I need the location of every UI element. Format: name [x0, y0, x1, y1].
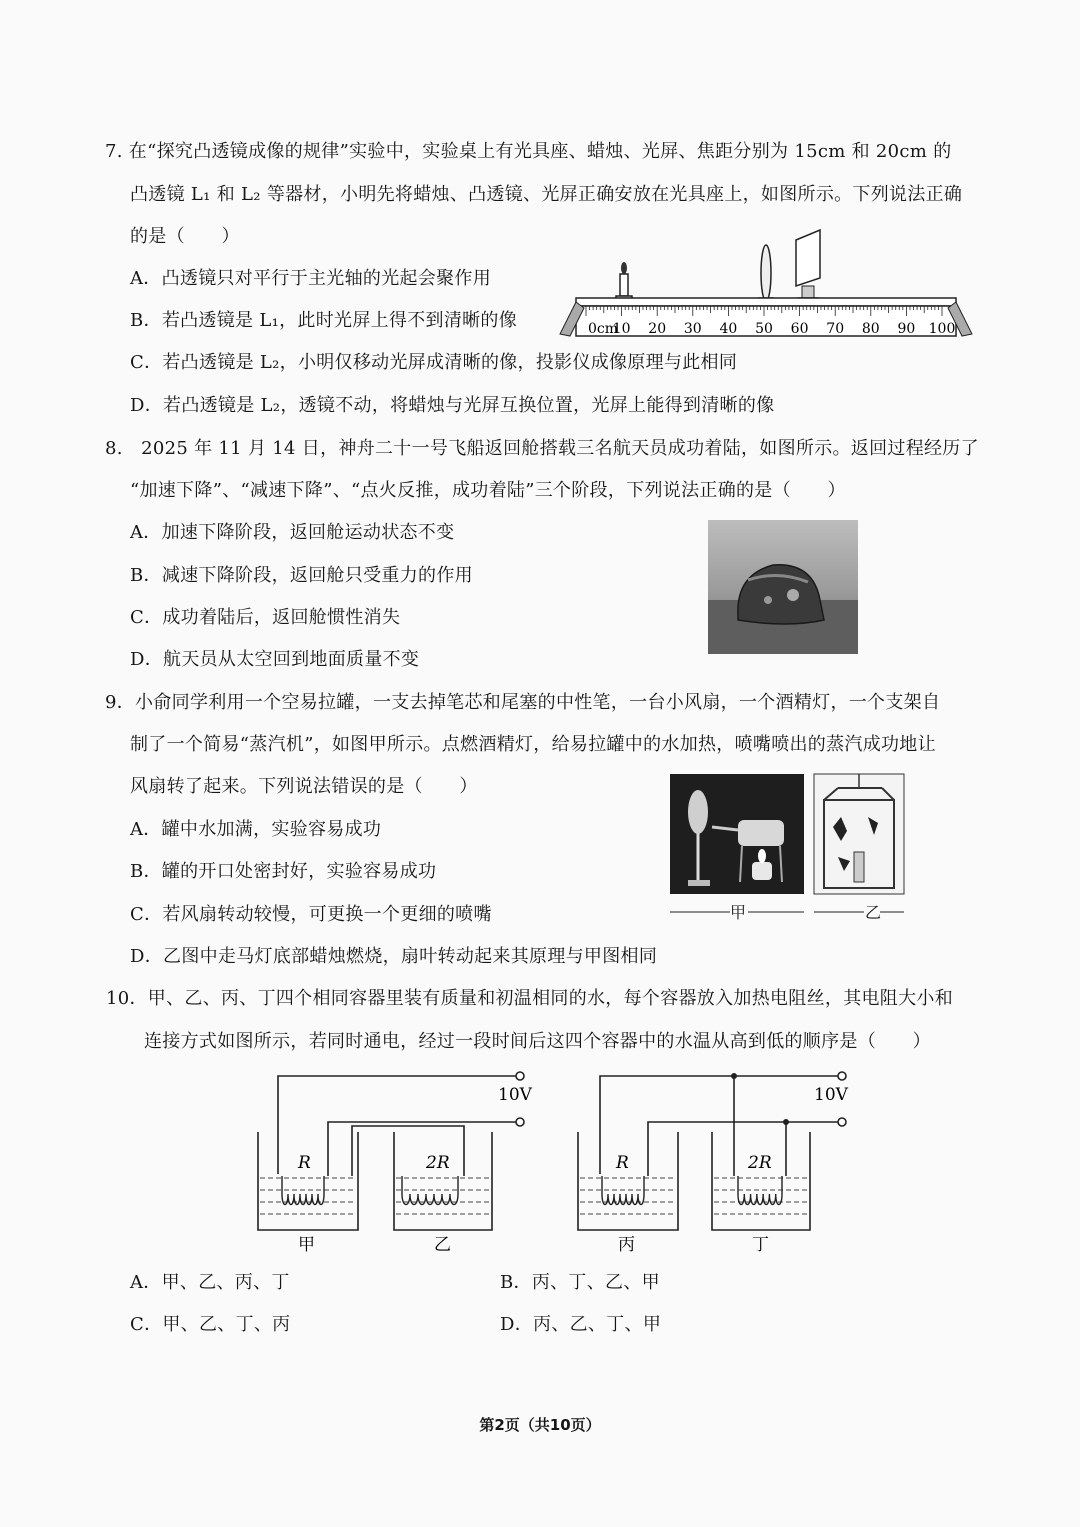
ruler-label: 60 [790, 321, 809, 337]
q9-stem-line1: 9．小俞同学利用一个空易拉罐，一支去掉笔芯和尾塞的中性笔，一台小风扇，一个酒精灯，一个支架自 [105, 692, 941, 713]
q10-stem-line2: 连接方式如图所示，若同时通电，经过一段时间后这四个容器中的水温从高到低的顺序是（ ） [144, 1031, 931, 1052]
bench-rail [576, 298, 956, 306]
q10-option-b: B．丙、丁、乙、甲 [500, 1272, 660, 1293]
voltage-label-right: 10V [814, 1085, 848, 1105]
ruler-label: 70 [826, 321, 845, 337]
q10-option-a: A．甲、乙、丙、丁 [130, 1272, 290, 1293]
q9-option-c: C．若风扇转动较慢，可更换一个更细的喷嘴 [130, 904, 492, 925]
q8-stem-line1: 8. 2025 年 11 月 14 日，神舟二十一号飞船返回舱搭载三名航天员成功着陆，如图所示。返回过程经历了 [105, 438, 979, 459]
q8-stem-line2: “加速下降”、“减速下降”、“点火反推，成功着陆”三个阶段，下列说法正确的是（ ） [130, 480, 846, 501]
ruler-label: 20 [648, 321, 667, 337]
q9-stem-line3: 风扇转了起来。下列说法错误的是（ ） [130, 776, 478, 797]
fig-label-yi: 乙 [865, 903, 882, 922]
q7-option-c: C．若凸透镜是 L₂，小明仅移动光屏成清晰的像，投影仪成像原理与此相同 [130, 352, 738, 373]
resistor-label-yi: 2R [426, 1153, 450, 1173]
q7-stem-line1: 7. 在“探究凸透镜成像的规律”实验中，实验桌上有光具座、蜡烛、光屏、焦距分别为 15cm 和 20cm 的 [105, 141, 952, 162]
q7-stem-line3: 的是（ ） [130, 226, 240, 247]
steam-engine-figure [668, 772, 908, 920]
resistor-label-jia: R [298, 1153, 311, 1173]
q9-option-b: B．罐的开口处密封好，实验容易成功 [130, 861, 437, 882]
q7-option-a: A．凸透镜只对平行于主光轴的光起会聚作用 [130, 268, 491, 289]
q8-option-c: C．成功着陆后，返回舱惯性消失 [130, 607, 401, 628]
container-label-ding: 丁 [752, 1235, 769, 1255]
q8-option-a: A．加速下降阶段，返回舱运动状态不变 [130, 522, 455, 543]
q10-option-d: D．丙、乙、丁、甲 [500, 1314, 662, 1335]
q9-option-d: D．乙图中走马灯底部蜡烛燃烧，扇叶转动起来其原理与甲图相同 [130, 946, 658, 967]
q7-option-d: D．若凸透镜是 L₂，透镜不动，将蜡烛与光屏互换位置，光屏上能得到清晰的像 [130, 395, 775, 416]
resistor-coil-icon [738, 1176, 782, 1205]
fig-label-jia: 甲 [730, 903, 747, 922]
heating-circuit-figure [248, 1066, 858, 1256]
return-capsule-photo [708, 520, 858, 654]
q10-stem-line1: 10．甲、乙、丙、丁四个相同容器里装有质量和初温相同的水，每个容器放入加热电阻丝，其电阻大小和 [106, 988, 953, 1009]
ruler-label: 30 [683, 321, 702, 337]
ruler-label: 10 [612, 321, 631, 337]
resistor-coils [282, 1176, 782, 1205]
q9-option-a: A．罐中水加满，实验容易成功 [130, 819, 382, 840]
page-footer: 第2页（共10页） [479, 1416, 601, 1434]
optical-bench-figure [556, 228, 976, 348]
container-label-bing: 丙 [618, 1235, 635, 1255]
ruler-label: 100 [928, 321, 956, 337]
q7-option-b: B．若凸透镜是 L₁，此时光屏上得不到清晰的像 [130, 310, 518, 331]
ruler-label: 80 [861, 321, 880, 337]
voltage-label-left: 10V [498, 1085, 532, 1105]
q9-stem-line2: 制了一个简易“蒸汽机”，如图甲所示。点燃酒精灯，给易拉罐中的水加热，喷嘴喷出的蒸汽成功地让 [130, 734, 936, 755]
ruler-label: 90 [897, 321, 916, 337]
ruler-label: 40 [719, 321, 738, 337]
q8-option-b: B．减速下降阶段，返回舱只受重力的作用 [130, 565, 473, 586]
q7-stem-line2: 凸透镜 L₁ 和 L₂ 等器材，小明先将蜡烛、凸透镜、光屏正确安放在光具座上，如图所示。下列说法正确 [130, 184, 963, 205]
resistor-label-bing: R [616, 1153, 629, 1173]
resistor-label-ding: 2R [748, 1153, 772, 1173]
container-label-yi: 乙 [434, 1235, 451, 1255]
ruler-label: 50 [755, 321, 773, 337]
container-label-jia: 甲 [298, 1235, 315, 1255]
q8-option-d: D．航天员从太空回到地面质量不变 [130, 649, 420, 670]
ruler-label: 0cm [588, 321, 619, 337]
q10-option-c: C．甲、乙、丁、丙 [130, 1314, 291, 1335]
